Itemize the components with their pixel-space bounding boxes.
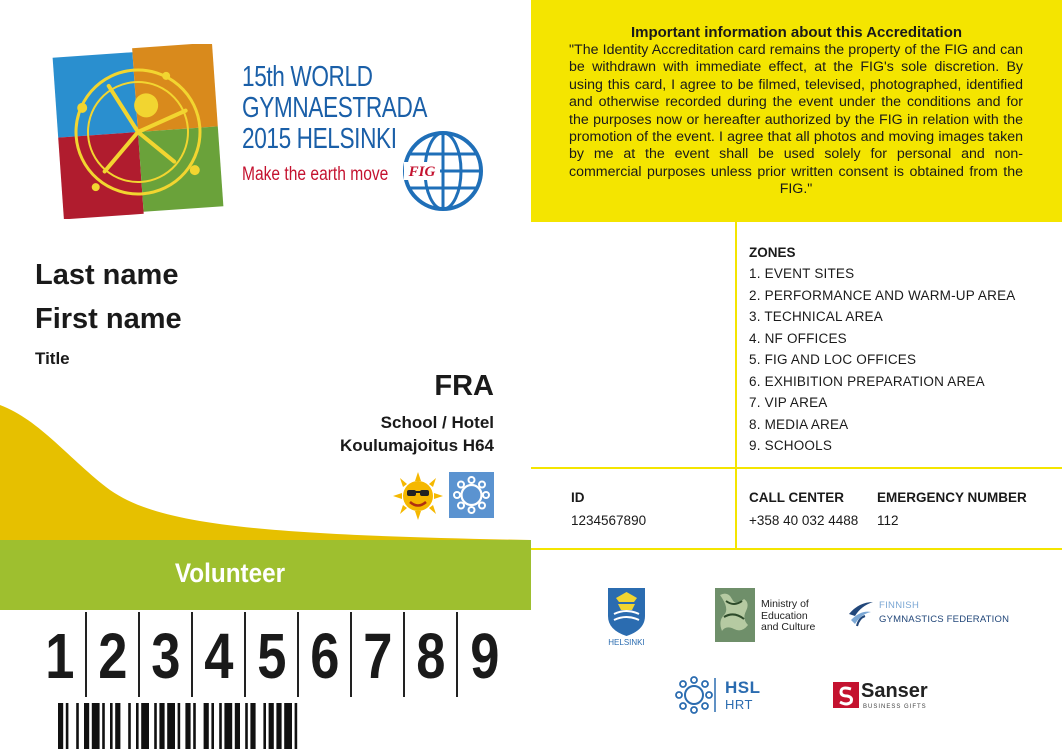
zone-item: 4. NF OFFICES bbox=[749, 330, 847, 346]
zones-list bbox=[749, 263, 1016, 457]
zones-heading: ZONES bbox=[749, 245, 796, 260]
federation-label: GYMNASTICS FEDERATION bbox=[879, 614, 1010, 625]
zone-digit: 5 bbox=[246, 612, 299, 697]
event-slogan: Make the earth move bbox=[242, 164, 389, 185]
info-box bbox=[531, 0, 1062, 222]
fig-globe-icon bbox=[402, 130, 484, 212]
helsinki-label: HELSINKI bbox=[608, 638, 645, 646]
sanser-logo bbox=[833, 680, 943, 716]
info-body: "The Identity Accreditation card remains the property of the FIG and can be withdrawn with immediate effect, at the FIG's sole discretion. By using this card, I agree to be filmed, televised, photographed, identified and otherwise recorded during the event under the conditions and for the purposes now or hereafter authorized by the FIG in relation with the promotion of the event. I agree that all photos and moving images taken by me at the event shall be used solely for personal and non-commercial purposes unless prior written consent is obtained from the FIG." bbox=[569, 42, 1023, 198]
divider bbox=[531, 467, 1062, 469]
id-label: ID bbox=[571, 490, 585, 505]
zone-item: 6. EXHIBITION PREPARATION AREA bbox=[749, 373, 985, 389]
hsl-label: HSL bbox=[725, 678, 761, 697]
zone-digit: 6 bbox=[299, 612, 352, 697]
zone-digit: 2 bbox=[87, 612, 140, 697]
business-gifts-label: BUSINESS GIFTS bbox=[863, 704, 927, 710]
hsl-icon bbox=[673, 674, 717, 716]
ministry-emblem-icon bbox=[714, 587, 756, 643]
zone-item: 2. PERFORMANCE AND WARM-UP AREA bbox=[749, 287, 1016, 303]
zone-digit: 8 bbox=[405, 612, 458, 697]
ring-icon bbox=[449, 472, 494, 518]
back-panel bbox=[531, 0, 1062, 749]
ministry-label: Ministry of Education and Culture bbox=[761, 598, 816, 633]
zone-item: 5. FIG AND LOC OFFICES bbox=[749, 352, 917, 367]
zone-digit: 4 bbox=[193, 612, 246, 697]
info-heading: Important information about this Accreditation bbox=[630, 24, 963, 41]
zone-item: 7. VIP AREA bbox=[749, 395, 828, 410]
fig-mark: FIG bbox=[408, 164, 436, 180]
divider bbox=[735, 468, 737, 550]
zone-item: 9. SCHOOLS bbox=[749, 438, 833, 453]
emergency-label: EMERGENCY NUMBER bbox=[877, 490, 1027, 505]
zone-digit: 3 bbox=[140, 612, 193, 697]
sanser-label: Sanser bbox=[861, 680, 928, 702]
barcode-icon bbox=[58, 703, 498, 749]
gymnastics-swoosh-icon bbox=[845, 596, 875, 630]
sun-icon bbox=[393, 472, 443, 520]
person-title: Title bbox=[35, 349, 70, 368]
call-center-value: +358 40 032 4488 bbox=[749, 513, 859, 528]
role-band bbox=[0, 540, 531, 610]
country-code: FRA bbox=[434, 370, 494, 402]
zone-item: 1. EVENT SITES bbox=[749, 266, 855, 281]
id-value: 1234567890 bbox=[571, 513, 647, 528]
accommodation-label: School / Hotel bbox=[380, 413, 494, 432]
divider bbox=[735, 222, 737, 468]
accommodation-value: Koulumajoitus H64 bbox=[340, 436, 494, 455]
zone-digit: 9 bbox=[469, 620, 500, 692]
zone-item: 8. MEDIA AREA bbox=[749, 416, 849, 432]
zone-digit: 7 bbox=[352, 612, 405, 697]
hsl-logo bbox=[673, 674, 773, 716]
ministry-logo bbox=[714, 587, 834, 643]
event-title: 15th WORLD GYMNAESTRADA 2015 HELSINKI bbox=[242, 61, 428, 155]
hrt-label: HRT bbox=[725, 697, 753, 712]
emergency-value: 112 bbox=[877, 513, 899, 528]
sanser-icon bbox=[833, 682, 859, 708]
role-label: Volunteer bbox=[174, 558, 286, 588]
event-logo-icon bbox=[52, 44, 224, 219]
call-center-label: CALL CENTER bbox=[749, 490, 845, 505]
event-logo bbox=[52, 44, 484, 220]
finnish-label: FINNISH bbox=[879, 600, 920, 611]
zone-digit: 1 bbox=[34, 612, 87, 697]
first-name: First name bbox=[35, 303, 182, 335]
zone-item: 3. TECHNICAL AREA bbox=[749, 309, 883, 324]
finnish-gymnastics-logo bbox=[845, 596, 1015, 630]
last-name: Last name bbox=[35, 259, 179, 291]
helsinki-crest-icon bbox=[604, 586, 649, 646]
zone-digits bbox=[34, 612, 511, 697]
divider bbox=[531, 548, 1062, 550]
